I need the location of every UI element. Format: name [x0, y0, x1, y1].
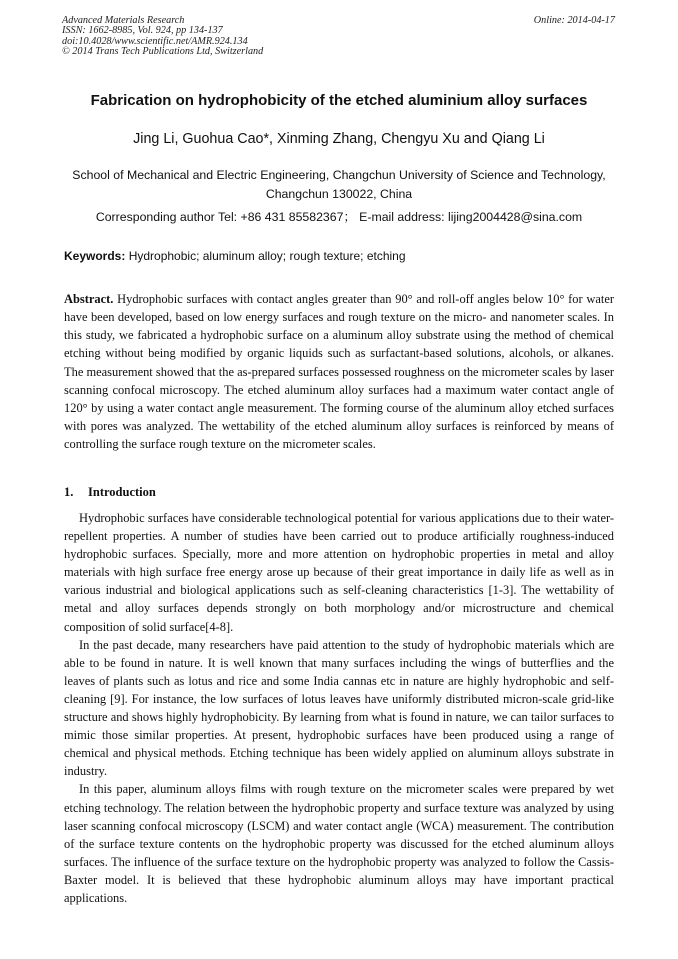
section-title: Introduction — [88, 485, 156, 499]
paragraph: In the past decade, many researchers have paid attention to the study of hydrophobic materials which are able to be found in nature. It is well known that many surfaces including the wings of butterflies and the leaves of plants such as lotus and rice and some India cannas etc in nature are highly hydrophobic and self-cleaning [9]. For instance, the low surfaces of lotus leaves have uniformly distributed micron-scale grid-like structure and shows highly hydrophobicity. By learning from what is found in nature, we can tailor surfaces to mimic those similar properties. At present, hydrophobic surfaces have been produced using a range of chemical and physical methods. Etching technique has been widely applied on aluminum alloys substrate in industry. — [64, 637, 614, 779]
keywords-label: Keywords: — [64, 249, 126, 263]
keywords-text: Hydrophobic; aluminum alloy; rough texture; etching — [128, 249, 406, 263]
section-body — [64, 509, 614, 907]
abstract-label: Abstract. — [64, 292, 114, 306]
abstract-text: Hydrophobic surfaces with contact angles greater than 90° and roll-off angles below 10° for water have been developed, based on low energy surfaces and rough texture on the micro- and nanometer scales. In this study, we fabricated a hydrophobic surface on a aluminum alloy substrate using the method of chemical etching without being modified by organic liquids such as surfactant-based solutions, alcohols, or alkanes. The measurement showed that the as-prepared surfaces possessed roughness on the micrometer scales by laser scanning confocal microscopy. The etched aluminum alloy surfaces had a maximum water contact angle of 120° by using a water contact angle measurement. The forming course of the aluminum alloy etched surfaces with pores was analyzed. The wettability of the etched aluminum alloy surfaces is reinforced by means of controlling the surface rough texture on the micrometer scales. — [64, 292, 614, 452]
paragraph: In this paper, aluminum alloys films with rough texture on the micrometer scales were prepared by wet etching technology. The relation between the hydrophobic property and surface texture was analyzed by using laser scanning confocal microscopy (LSCM) and water contact angle (WCA) measurement. The contribution of the surface texture contents on the hydrophobic property was discussed for the etched aluminum alloys surfaces. The influence of the surface texture on the hydrophobic property was analyzed to follow the Cassis-Baxter model. It is believed that these hydrophobic aluminum alloys may have important practical applications. — [64, 782, 614, 905]
issn-line: ISSN: 1662-8985, Vol. 924, pp 134-137 — [62, 25, 223, 37]
affiliation: School of Mechanical and Electric Engineering, Changchun University of Science and Technology, Changchun 130022, China — [72, 168, 606, 201]
corresponding-author: Corresponding author Tel: +86 431 85582367； E-mail address: lijing2004428@sina.com — [95, 210, 583, 224]
journal-name: Advanced Materials Research — [62, 15, 185, 26]
section-heading — [64, 485, 156, 500]
journal-header — [62, 16, 263, 58]
paper-authors: Jing Li, Guohua Cao*, Xinming Zhang, Chengyu Xu and Qiang Li — [133, 131, 545, 147]
copyright-line: © 2014 Trans Tech Publications Ltd, Switzerland — [62, 46, 264, 58]
abstract — [64, 290, 614, 453]
online-date: Online: 2014-04-17 — [533, 15, 615, 26]
doi-line: doi:10.4028/www.scientific.net/AMR.924.134 — [62, 35, 248, 47]
paper-title: Fabrication on hydrophobicity of the etched aluminium alloy surfaces — [90, 92, 588, 109]
section-number: 1. — [64, 485, 74, 499]
paragraph: Hydrophobic surfaces have considerable technological potential for various applications due to their water-repellent properties. A number of studies have been carried out to produce artificially roughness-induced hydrophobic surfaces. Specially, more and more attention on hydrophobic properties in metal and alloy materials with high surface free energy arose up because of their great importance in daily life as well as in various industrial and biological applications such as self-cleaning characteristics [1-3]. The wettability of metal and alloy surfaces depends strongly on both morphology and/or microstructure and chemical composition of solid surface[4-8]. — [64, 511, 614, 634]
keywords — [64, 249, 406, 263]
